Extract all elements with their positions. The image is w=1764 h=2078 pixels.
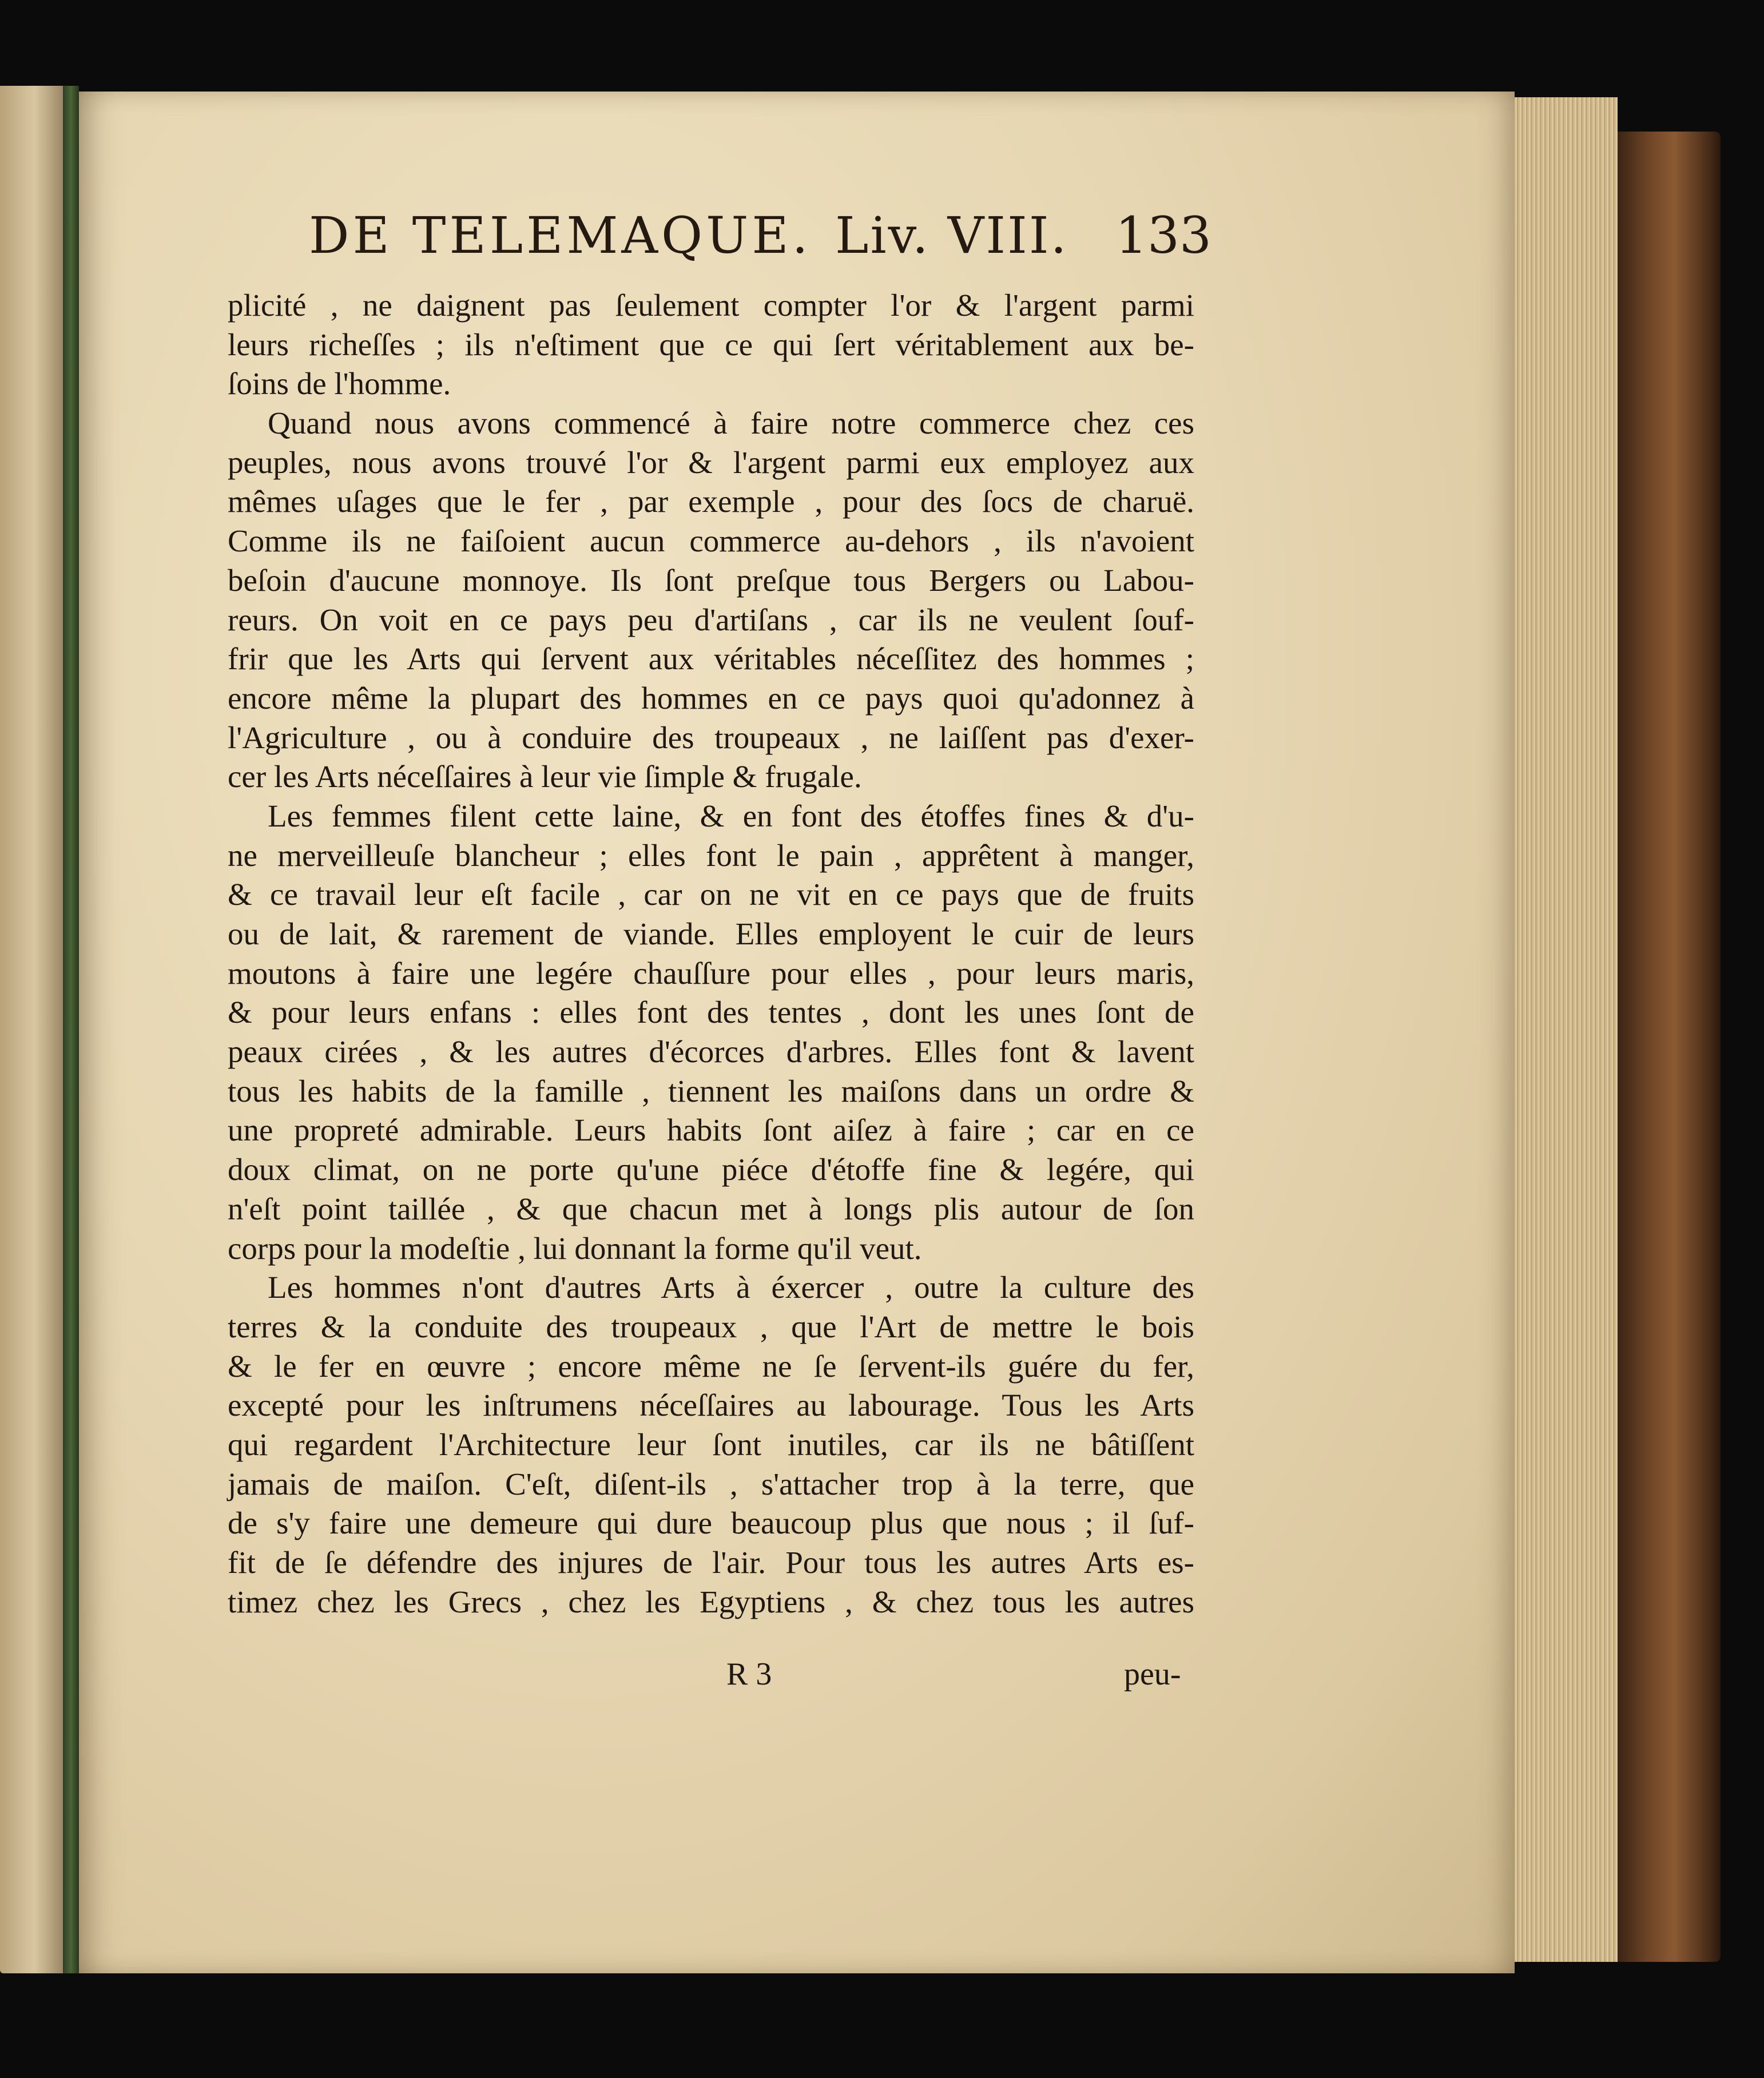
text-line: de s'y faire une demeure qui dure beaucoup plus que nous ; il ſuf- <box>228 1505 1194 1541</box>
text-line: fit de ſe défendre des injures de l'air. Pour tous les autres Arts es- <box>228 1545 1194 1580</box>
text-line: excepté pour les inſtrumens néceſſaires au labourage. Tous les Arts <box>228 1388 1194 1423</box>
text-line: n'eſt point taillée , & que chacun met à longs plis autour de ſon <box>228 1191 1194 1226</box>
text-line: beſoin d'aucune monnoye. Ils ſont preſque tous Bergers ou Labou- <box>228 562 1194 598</box>
text-line: terres & la conduite des troupeaux , que l'Art de mettre le bois <box>228 1309 1194 1344</box>
text-line: ne merveilleuſe blancheur ; elles font le pain , apprêtent à manger, <box>228 837 1194 873</box>
body-text <box>228 286 1194 1622</box>
page-block-edge <box>1515 97 1618 1962</box>
text-line: moutons à faire une legére chauſſure pour elles , pour leurs maris, <box>228 955 1194 991</box>
text-line: peuples, nous avons trouvé l'or & l'argent parmi eux employez aux <box>228 444 1194 480</box>
text-line: doux climat, on ne porte qu'une piéce d'étoffe fine & legére, qui <box>228 1152 1194 1187</box>
text-line: qui regardent l'Architecture leur ſont inutiles, car ils ne bâtiſſent <box>228 1427 1194 1462</box>
running-head-title: DE TELEMAQUE. <box>309 206 812 265</box>
text-line: corps pour la modeſtie , lui donnant la forme qu'il veut. <box>228 1230 922 1266</box>
text-line: & ce travail leur eſt facile , car on ne vit en ce pays que de fruits <box>228 877 1194 912</box>
text-line: Les hommes n'ont d'autres Arts à éxercer , outre la culture des <box>268 1270 1194 1305</box>
text-line: tous les habits de la famille , tiennent les maiſons dans un ordre & <box>228 1073 1194 1108</box>
text-line: leurs richeſſes ; ils n'eſtiment que ce qui ſert véritablement aux be- <box>228 327 1194 362</box>
text-line: l'Agriculture , ou à conduire des troupeaux , ne laiſſent pas d'exer- <box>228 720 1194 755</box>
page-number: 133 <box>1115 206 1211 265</box>
catchword: peu- <box>1124 1656 1181 1692</box>
text-line: encore même la plupart des hommes en ce pays quoi qu'adonnez à <box>228 680 1194 716</box>
text-line: Quand nous avons commencé à faire notre commerce chez ces <box>268 406 1194 441</box>
text-line: Les femmes filent cette laine, & en font des étoffes fines & d'u- <box>268 798 1194 833</box>
text-line: mêmes uſages que le fer , par exemple , pour des ſocs de charuë. <box>228 484 1194 519</box>
text-line: plicité , ne daignent pas ſeulement compter l'or & l'argent parmi <box>228 288 1194 323</box>
text-line: frir que les Arts qui ſervent aux véritables néceſſitez des hommes ; <box>228 641 1194 677</box>
running-head-book: Liv. VIII. <box>835 206 1068 265</box>
text-line: peaux cirées , & les autres d'écorces d'arbres. Elles font & lavent <box>228 1034 1194 1070</box>
signature-mark: R 3 <box>726 1656 772 1692</box>
facing-page-edge <box>0 86 63 1973</box>
text-line: jamais de maiſon. C'eſt, diſent-ils , s'attacher trop à la terre, que <box>228 1466 1194 1501</box>
text-line: timez chez les Grecs , chez les Egyptiens , & chez tous les autres <box>228 1584 1194 1619</box>
text-line: Comme ils ne faiſoient aucun commerce au-dehors , ils n'avoient <box>228 523 1194 559</box>
left-cover-edge <box>63 86 79 1973</box>
text-line: reurs. On voit en ce pays peu d'artiſans , car ils ne veulent ſouf- <box>228 602 1194 637</box>
text-line: ſoins de l'homme. <box>228 366 451 402</box>
running-head <box>229 206 1211 275</box>
leather-cover <box>1618 132 1721 1962</box>
text-line: une propreté admirable. Leurs habits ſont aiſez à faire ; car en ce <box>228 1112 1194 1148</box>
text-line: & le fer en œuvre ; encore même ne ſe ſervent-ils guére du fer, <box>228 1348 1194 1384</box>
text-line: cer les Arts néceſſaires à leur vie ſimple & frugale. <box>228 759 862 794</box>
text-line: & pour leurs enfans : elles font des tentes , dont les unes ſont de <box>228 995 1194 1030</box>
text-line: ou de lait, & rarement de viande. Elles employent le cuir de leurs <box>228 916 1194 951</box>
